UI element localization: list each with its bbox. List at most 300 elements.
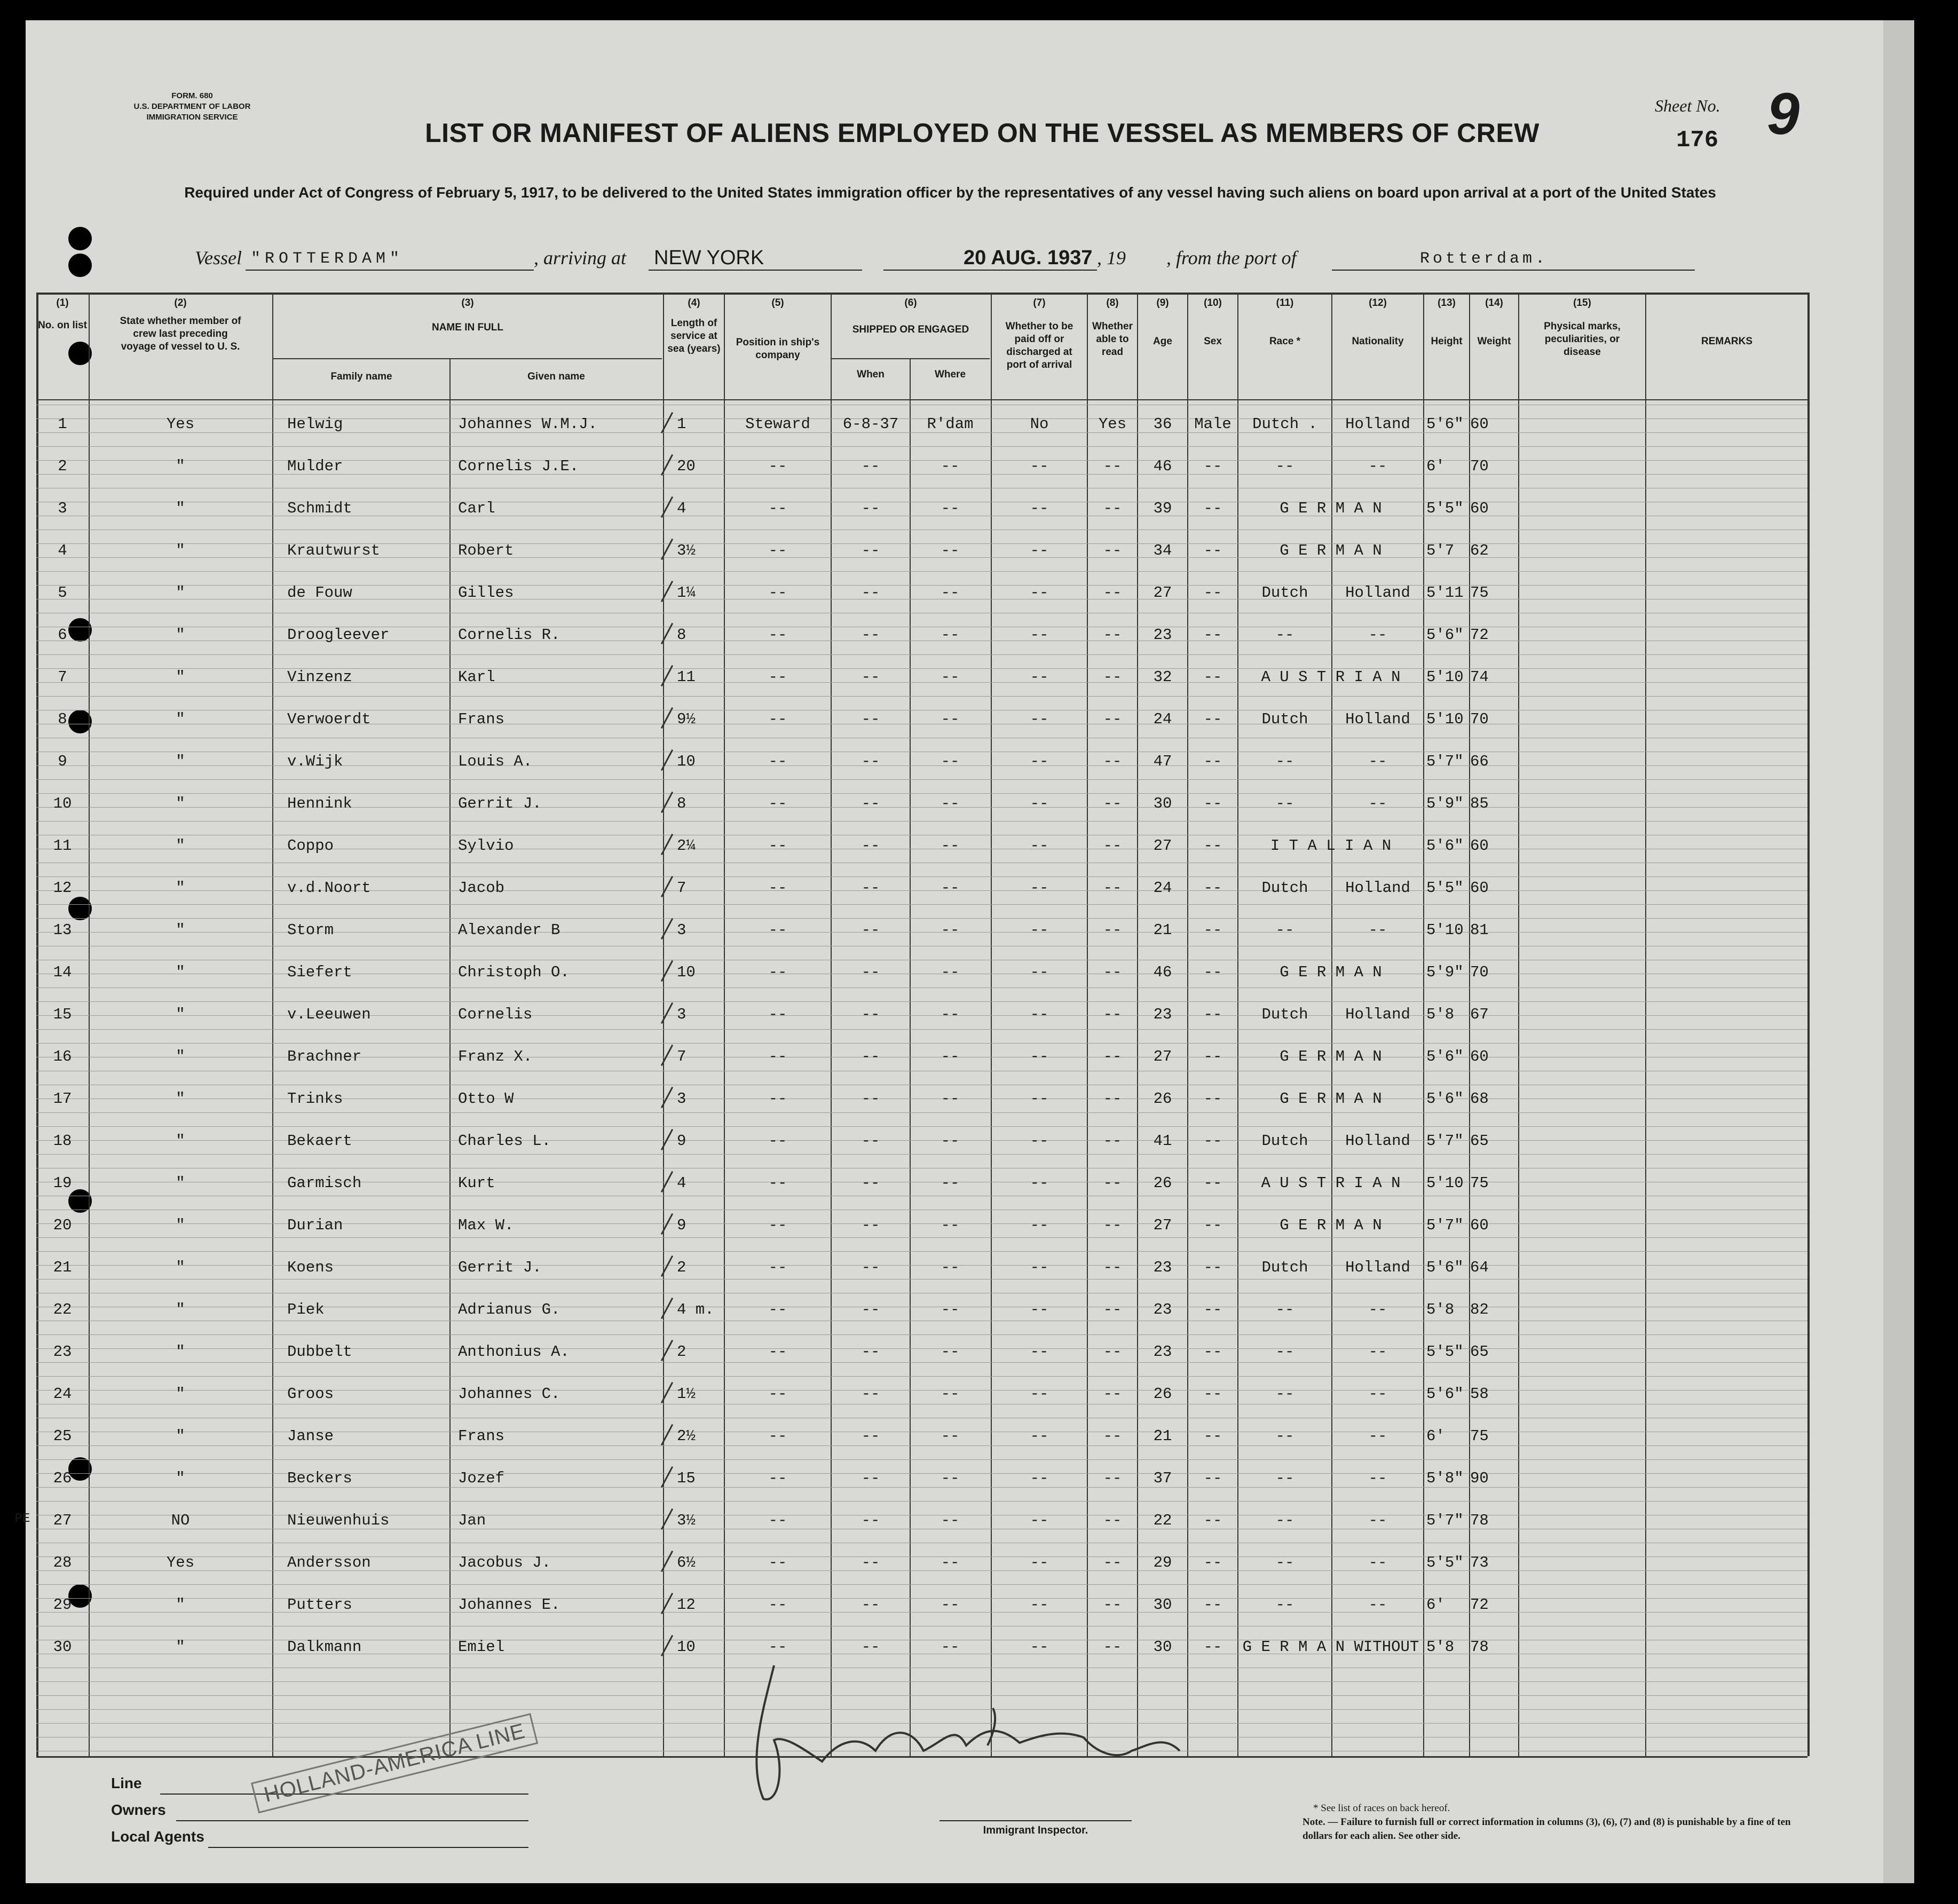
cell-paid: -- <box>1030 457 1049 475</box>
race-footnote: * See list of races on back hereof. <box>1313 1803 1450 1814</box>
cell-no: 30 <box>53 1638 72 1656</box>
col15-header: (15) Physical marks, peculiarities, or disease <box>1544 297 1621 358</box>
cell-race: Dutch . <box>1252 415 1317 433</box>
cell-weight: 70 <box>1470 963 1489 981</box>
cell-no: 21 <box>53 1259 72 1276</box>
cell-service: 12 <box>677 1596 696 1614</box>
cell-height: 5'9" <box>1426 963 1464 981</box>
col9-header: (9) Age <box>1153 297 1172 347</box>
cell-no: 8 <box>58 710 67 728</box>
cell-no: 2 <box>58 457 67 475</box>
cell-paid: -- <box>1030 879 1049 897</box>
cell-age: 23 <box>1153 1301 1172 1318</box>
page-title: LIST OR MANIFEST OF ALIENS EMPLOYED ON THE VESSEL AS MEMBERS OF CREW <box>425 118 1539 148</box>
cell-read: -- <box>1103 1090 1122 1108</box>
cell-age: 27 <box>1153 584 1172 602</box>
cell-sex: -- <box>1203 1554 1222 1571</box>
cell-paid: -- <box>1030 1090 1049 1108</box>
cell-paid: -- <box>1030 1301 1049 1318</box>
ruling-line <box>36 571 1807 572</box>
cell-age: 47 <box>1153 753 1172 770</box>
cell-service: 4 m. <box>677 1301 714 1318</box>
cell-given: Gerrit J. <box>458 795 542 812</box>
cell-sex: -- <box>1203 500 1222 517</box>
cell-weight: 73 <box>1470 1554 1489 1571</box>
cell-age: 32 <box>1153 668 1172 686</box>
cell-no: 1 <box>58 415 67 433</box>
ruling-line <box>36 1445 1807 1446</box>
column-divider <box>1423 293 1424 1756</box>
cell-read: -- <box>1103 1174 1122 1192</box>
cell-where: -- <box>941 1512 960 1529</box>
cell-nationality: -- <box>1368 1301 1387 1318</box>
cell-read: -- <box>1103 626 1122 644</box>
cell-position: -- <box>768 879 787 897</box>
cell-age: 36 <box>1153 415 1172 433</box>
cell-given: Cornelis R. <box>458 626 560 644</box>
cell-read: -- <box>1103 1048 1122 1065</box>
cell-when: -- <box>861 1048 880 1065</box>
cell-when: -- <box>861 1174 880 1192</box>
cell-given: Max W. <box>458 1216 514 1234</box>
cell-given: Jozef <box>458 1470 505 1487</box>
cell-height: 5'6" <box>1426 415 1464 433</box>
cell-service: 4 <box>677 500 686 517</box>
cell-no: 16 <box>53 1048 72 1065</box>
cell-age: 23 <box>1153 626 1172 644</box>
cell-prev: " <box>176 963 185 981</box>
cell-service: 2¼ <box>677 837 696 855</box>
cell-nationality: Holland <box>1345 1132 1410 1150</box>
cell-race: Dutch <box>1261 1006 1308 1023</box>
cell-position: -- <box>768 963 787 981</box>
cell-given: Frans <box>458 1427 505 1445</box>
cell-paid: -- <box>1030 1006 1049 1023</box>
cell-position: -- <box>768 542 787 559</box>
cell-family: Hennink <box>287 795 352 812</box>
cell-height: 5'7" <box>1426 1216 1464 1234</box>
cell-read: -- <box>1103 1512 1122 1529</box>
shipped-subheader-line <box>832 358 990 359</box>
cell-race: -- <box>1275 626 1294 644</box>
cell-no: 3 <box>58 500 67 517</box>
cell-nationality: Holland <box>1345 1259 1410 1276</box>
cell-no: 22 <box>53 1301 72 1318</box>
cell-given: Otto W <box>458 1090 514 1108</box>
cell-prev: " <box>176 500 185 517</box>
cell-given: Jacob <box>458 879 505 897</box>
cell-paid: -- <box>1030 1638 1049 1656</box>
cell-prev: " <box>176 542 185 559</box>
cell-no: 5 <box>58 584 67 602</box>
cell-family: Krautwurst <box>287 542 381 559</box>
cell-race: -- <box>1275 1554 1294 1571</box>
cell-height: 5'6" <box>1426 1385 1464 1403</box>
cell-prev: " <box>176 1259 185 1276</box>
cell-position: -- <box>768 1048 787 1065</box>
cell-when: -- <box>861 1090 880 1108</box>
col6-header: (6) SHIPPED OR ENGAGED <box>852 297 969 335</box>
cell-race: -- <box>1275 753 1294 770</box>
cell-when: -- <box>861 457 880 475</box>
cell-sex: -- <box>1203 795 1222 812</box>
cell-given: Jan <box>458 1512 486 1529</box>
column-divider <box>272 293 273 1756</box>
cell-when: -- <box>861 795 880 812</box>
cell-sex: -- <box>1203 921 1222 939</box>
line-label: Line <box>111 1775 142 1791</box>
cell-age: 22 <box>1153 1512 1172 1529</box>
cell-paid: -- <box>1030 1048 1049 1065</box>
cell-sex: -- <box>1203 963 1222 981</box>
cell-position: -- <box>768 1090 787 1108</box>
cell-no: 29 <box>53 1596 72 1614</box>
cell-read: -- <box>1103 500 1122 517</box>
cell-service: 15 <box>677 1470 696 1487</box>
cell-read: -- <box>1103 668 1122 686</box>
cell-read: -- <box>1103 963 1122 981</box>
cell-where: -- <box>941 1132 960 1150</box>
cell-sex: Male <box>1194 415 1231 433</box>
ruling-line <box>36 1237 1807 1238</box>
cell-race-nationality: A U S T R I A N <box>1261 668 1401 686</box>
cell-service: 1¼ <box>677 584 696 602</box>
cell-read: -- <box>1103 1259 1122 1276</box>
cell-when: -- <box>861 710 880 728</box>
cell-family: Siefert <box>287 963 352 981</box>
cell-paid: -- <box>1030 1470 1049 1487</box>
cell-family: Verwoerdt <box>287 710 371 728</box>
cell-where: -- <box>941 626 960 644</box>
cell-prev: " <box>176 1090 185 1108</box>
arriving-port: NEW YORK <box>654 247 764 269</box>
cell-age: 30 <box>1153 1638 1172 1656</box>
cell-position: -- <box>768 1470 787 1487</box>
cell-sex: -- <box>1203 1385 1222 1403</box>
arriving-label: , arriving at <box>534 247 627 268</box>
cell-given: Gilles <box>458 584 514 602</box>
cell-race: -- <box>1275 1301 1294 1318</box>
footnotes <box>1302 1802 1815 1843</box>
cell-where: -- <box>941 668 960 686</box>
cell-where: -- <box>941 1385 960 1403</box>
ruling-line <box>36 779 1807 780</box>
cell-service: 2 <box>677 1259 686 1276</box>
cell-paid: -- <box>1030 542 1049 559</box>
cell-nationality: -- <box>1368 795 1387 812</box>
sheet-number-stamped: 176 <box>1676 127 1719 154</box>
cell-where: -- <box>941 963 960 981</box>
cell-service: 9½ <box>677 710 696 728</box>
cell-where: -- <box>941 542 960 559</box>
cell-weight: 68 <box>1470 1090 1489 1108</box>
cell-when: -- <box>861 1216 880 1234</box>
cell-where: -- <box>941 1470 960 1487</box>
ruling-line <box>36 1487 1807 1488</box>
cell-when: -- <box>861 1512 880 1529</box>
cell-race-nationality: G E R M A N <box>1280 1090 1382 1108</box>
cell-family: Brachner <box>287 1048 362 1065</box>
cell-when: -- <box>861 542 880 559</box>
cell-nationality: -- <box>1368 1385 1387 1403</box>
cell-age: 23 <box>1153 1006 1172 1023</box>
cell-service: 2½ <box>677 1427 696 1445</box>
cell-given: Cornelis <box>458 1006 533 1023</box>
inspector-label: Immigrant Inspector. <box>939 1820 1132 1837</box>
cell-family: Vinzenz <box>287 668 352 686</box>
cell-age: 30 <box>1153 795 1172 812</box>
cell-paid: -- <box>1030 1596 1049 1614</box>
cell-given: Johannes C. <box>458 1385 560 1403</box>
ruling-line <box>36 1334 1807 1335</box>
cell-weight: 75 <box>1470 584 1489 602</box>
cell-weight: 82 <box>1470 1301 1489 1318</box>
cell-height: 5'6" <box>1426 1259 1464 1276</box>
cell-given: Louis A. <box>458 753 533 770</box>
cell-age: 39 <box>1153 500 1172 517</box>
local-agents-label: Local Agents <box>111 1828 204 1845</box>
cell-position: -- <box>768 710 787 728</box>
cell-given: Cornelis J.E. <box>458 457 579 475</box>
cell-paid: -- <box>1030 921 1049 939</box>
cell-race: -- <box>1275 1470 1294 1487</box>
cell-where: -- <box>941 1090 960 1108</box>
cell-when: -- <box>861 1301 880 1318</box>
cell-service: 7 <box>677 1048 686 1065</box>
cell-weight: 85 <box>1470 795 1489 812</box>
cell-position: -- <box>768 457 787 475</box>
sheet-number-handwritten: 9 <box>1767 81 1800 147</box>
cell-height: 5'10 <box>1426 921 1464 939</box>
date-underline <box>883 270 1097 271</box>
cell-read: Yes <box>1098 415 1127 433</box>
cell-sex: -- <box>1203 668 1222 686</box>
cell-sex: -- <box>1203 710 1222 728</box>
cell-where: -- <box>941 1174 960 1192</box>
cell-no: 7 <box>58 668 67 686</box>
inspector-signature <box>742 1644 1190 1815</box>
cell-sex: -- <box>1203 457 1222 475</box>
cell-where: -- <box>941 1216 960 1234</box>
cell-age: 29 <box>1153 1554 1172 1571</box>
cell-no: 17 <box>53 1090 72 1108</box>
cell-prev: " <box>176 626 185 644</box>
cell-where: -- <box>941 584 960 602</box>
cell-weight: 64 <box>1470 1259 1489 1276</box>
owners-label: Owners <box>111 1802 166 1818</box>
cell-when: -- <box>861 837 880 855</box>
cell-nationality: Holland <box>1345 1006 1410 1023</box>
cell-paid: -- <box>1030 1174 1049 1192</box>
cell-given: Gerrit J. <box>458 1259 542 1276</box>
cell-read: -- <box>1103 753 1122 770</box>
cell-no: 9 <box>58 753 67 770</box>
cell-height: 5'7" <box>1426 1512 1464 1529</box>
cell-family: Droogleever <box>287 626 390 644</box>
cell-prev: " <box>176 921 185 939</box>
cell-when: -- <box>861 753 880 770</box>
vessel-name: "ROTTERDAM" <box>251 250 404 268</box>
cell-sex: -- <box>1203 1174 1222 1192</box>
cell-position: -- <box>768 1259 787 1276</box>
col13-header: (13) Height <box>1431 297 1463 347</box>
cell-where: -- <box>941 837 960 855</box>
cell-position: -- <box>768 584 787 602</box>
cell-when: -- <box>861 879 880 897</box>
cell-race: -- <box>1275 921 1294 939</box>
cell-where: -- <box>941 921 960 939</box>
cell-family: Piek <box>287 1301 325 1318</box>
holland-america-line-stamp: HOLLAND-AMERICA LINE <box>251 1713 539 1813</box>
ruling-line <box>36 1154 1807 1155</box>
cell-family: Beckers <box>287 1470 352 1487</box>
cell-weight: 78 <box>1470 1638 1489 1656</box>
cell-read: -- <box>1103 837 1122 855</box>
cell-sex: -- <box>1203 1259 1222 1276</box>
cell-height: 5'5" <box>1426 500 1464 517</box>
cell-prev: " <box>176 1301 185 1318</box>
cell-race: Dutch <box>1261 1132 1308 1150</box>
cell-race-nationality: G E R M A N <box>1280 963 1382 981</box>
cell-family: Storm <box>287 921 334 939</box>
cell-read: -- <box>1103 457 1122 475</box>
cell-family: Koens <box>287 1259 334 1276</box>
from-label: , from the port of <box>1166 247 1297 268</box>
cell-height: 5'10 <box>1426 1174 1464 1192</box>
cell-position: -- <box>768 1216 787 1234</box>
col5-header: (5) Position in ship's company <box>736 297 820 361</box>
cell-height: 5'11 <box>1426 584 1464 602</box>
column-divider <box>1645 293 1646 1756</box>
cell-when: -- <box>861 584 880 602</box>
cell-when: -- <box>861 1427 880 1445</box>
cell-position: -- <box>768 668 787 686</box>
cell-service: 3½ <box>677 1512 696 1529</box>
cell-height: 5'8 <box>1426 1638 1455 1656</box>
cell-weight: 60 <box>1470 837 1489 855</box>
cell-family: Groos <box>287 1385 334 1403</box>
cell-prev: " <box>176 1638 185 1656</box>
cell-given: Karl <box>458 668 495 686</box>
cell-when: -- <box>861 668 880 686</box>
cell-family: v.d.Noort <box>287 879 371 897</box>
cell-weight: 62 <box>1470 542 1489 559</box>
cell-family: Dubbelt <box>287 1343 352 1361</box>
cell-where: -- <box>941 1638 960 1656</box>
remarks-header: REMARKS <box>1701 336 1753 347</box>
cell-weight: 72 <box>1470 626 1489 644</box>
cell-paid: -- <box>1030 795 1049 812</box>
cell-height: 5'7 <box>1426 542 1455 559</box>
cell-position: -- <box>768 1385 787 1403</box>
form-number: FORM. 680 <box>171 91 213 100</box>
cell-paid: -- <box>1030 1554 1049 1571</box>
cell-weight: 60 <box>1470 1216 1489 1234</box>
cell-service: 3 <box>677 1006 686 1023</box>
cell-nationality: Holland <box>1345 879 1410 897</box>
cell-nationality: -- <box>1368 1512 1387 1529</box>
cell-age: 27 <box>1153 1048 1172 1065</box>
cell-sex: -- <box>1203 542 1222 559</box>
punch-hole <box>68 254 92 277</box>
cell-height: 5'5" <box>1426 879 1464 897</box>
cell-family: v.Leeuwen <box>287 1006 371 1023</box>
page-edge <box>1883 20 1914 1883</box>
cell-read: -- <box>1103 1343 1122 1361</box>
cell-read: -- <box>1103 1385 1122 1403</box>
cell-position: -- <box>768 1006 787 1023</box>
cell-paid: -- <box>1030 626 1049 644</box>
cell-service: 1 <box>677 415 686 433</box>
crew-table <box>14 293 1807 1756</box>
cell-given: Frans <box>458 710 505 728</box>
cell-family: Helwig <box>287 415 343 433</box>
cell-prev: " <box>176 710 185 728</box>
vessel-underline <box>246 270 534 271</box>
sheet-label: Sheet No. <box>1655 96 1720 115</box>
agents-underline <box>208 1847 528 1848</box>
cell-sex: -- <box>1203 879 1222 897</box>
cell-paid: -- <box>1030 1216 1049 1234</box>
cell-paid: No <box>1030 415 1049 433</box>
ruling-line <box>36 1501 1807 1502</box>
year-prefix: , 19 <box>1097 247 1126 268</box>
cell-read: -- <box>1103 1554 1122 1571</box>
cell-paid: -- <box>1030 837 1049 855</box>
cell-weight: 67 <box>1470 1006 1489 1023</box>
cell-nationality: Holland <box>1345 584 1410 602</box>
ruling-line <box>36 918 1807 919</box>
punch-hole <box>68 227 92 250</box>
cell-when: -- <box>861 500 880 517</box>
cell-weight: 90 <box>1470 1470 1489 1487</box>
cell-position: -- <box>768 921 787 939</box>
cell-given: Carl <box>458 500 495 517</box>
cell-age: 34 <box>1153 542 1172 559</box>
col2-header: (2) State whether member of crew last preceding voyage of vessel to U. S. <box>120 297 241 352</box>
cell-no: 11 <box>53 837 72 855</box>
col8-header: (8) Whether able to read <box>1092 297 1133 358</box>
cell-when: -- <box>861 1259 880 1276</box>
cell-read: -- <box>1103 879 1122 897</box>
cell-prev: " <box>176 1132 185 1150</box>
cell-prev: Yes <box>166 415 195 433</box>
cell-age: 24 <box>1153 879 1172 897</box>
cell-given: Jacobus J. <box>458 1554 551 1571</box>
cell-race-nationality: G E R M A N <box>1280 1048 1382 1065</box>
cell-family: Nieuwenhuis <box>287 1512 390 1529</box>
cell-service: 2 <box>677 1343 686 1361</box>
cell-sex: -- <box>1203 1006 1222 1023</box>
cell-age: 26 <box>1153 1090 1172 1108</box>
cell-paid: -- <box>1030 1427 1049 1445</box>
cell-nationality: -- <box>1368 753 1387 770</box>
cell-sex: -- <box>1203 1132 1222 1150</box>
cell-weight: 78 <box>1470 1512 1489 1529</box>
cell-position: -- <box>768 1512 787 1529</box>
cell-race-nationality: G E R M A N <box>1280 542 1382 559</box>
cell-height: 6' <box>1426 1596 1445 1614</box>
cell-race: Dutch <box>1261 710 1308 728</box>
cell-read: -- <box>1103 1301 1122 1318</box>
cell-where: -- <box>941 1006 960 1023</box>
cell-sex: -- <box>1203 1470 1222 1487</box>
cell-position: -- <box>768 1174 787 1192</box>
cell-when: -- <box>861 1596 880 1614</box>
cell-no: 25 <box>53 1427 72 1445</box>
ruling-line <box>36 1376 1807 1377</box>
line-underline <box>160 1794 528 1795</box>
